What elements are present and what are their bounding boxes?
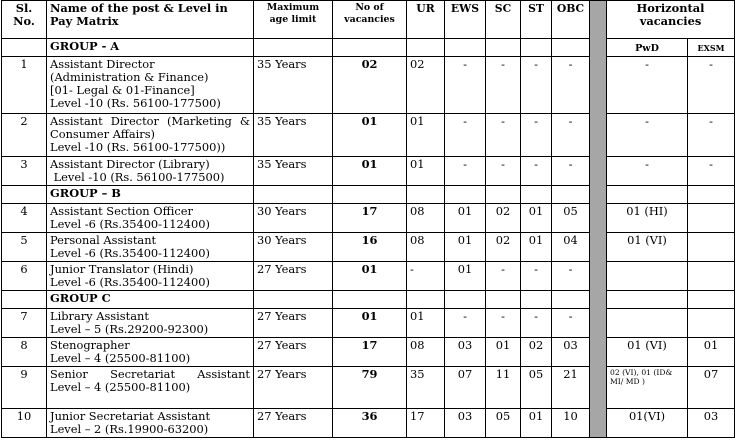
header-sl-no: Sl. No. [2, 1, 47, 39]
pwd-cell: - [607, 114, 688, 157]
header-horizontal: Horizontal vacancies [607, 1, 735, 39]
pwd-cell: - [607, 157, 688, 186]
post-cell [47, 57, 254, 114]
header-pwd: PwD [607, 39, 688, 57]
ur-cell: 08 [407, 233, 445, 262]
post-line: Assistant Director [50, 57, 155, 71]
post-cell [47, 204, 254, 233]
st-cell: - [521, 57, 552, 114]
empty-cell [521, 186, 552, 204]
vacancy-count-cell: 36 [333, 409, 407, 438]
empty-cell [486, 186, 521, 204]
group-row [2, 291, 735, 309]
st-cell: 01 [521, 409, 552, 438]
ews-cell: - [445, 57, 486, 114]
header-vacancies: No of vacancies [333, 1, 407, 39]
sl-no-cell: 8 [2, 338, 47, 367]
ur-cell: 08 [407, 204, 445, 233]
empty-cell [607, 291, 688, 309]
table-row [2, 409, 735, 438]
post-cell [47, 409, 254, 438]
exsm-cell: 07 [688, 367, 735, 409]
vacancy-count-cell: 17 [333, 338, 407, 367]
empty-cell [445, 39, 486, 57]
vacancy-count-cell: 17 [333, 204, 407, 233]
obc-cell: 05 [552, 204, 590, 233]
sl-no-cell: 2 [2, 114, 47, 157]
sl-no-cell: 9 [2, 367, 47, 409]
post-line: Stenographer [50, 338, 130, 352]
table-row [2, 367, 735, 409]
post-cell [47, 157, 254, 186]
exsm-cell [688, 204, 735, 233]
age-cell: 27 Years [254, 409, 333, 438]
header-row [2, 1, 735, 39]
ews-cell: - [445, 114, 486, 157]
empty-cell [607, 186, 688, 204]
vacancy-count-cell: 79 [333, 367, 407, 409]
pwd-cell [607, 262, 688, 291]
empty-cell [552, 186, 590, 204]
sc-cell: 01 [486, 338, 521, 367]
post-cell [47, 233, 254, 262]
exsm-cell [688, 262, 735, 291]
sc-cell: - [486, 157, 521, 186]
st-cell: - [521, 309, 552, 338]
obc-cell: 03 [552, 338, 590, 367]
group-a-sl-cell [2, 39, 47, 57]
empty-cell [552, 39, 590, 57]
exsm-cell [688, 233, 735, 262]
age-cell: 30 Years [254, 233, 333, 262]
ur-cell: 17 [407, 409, 445, 438]
empty-cell [407, 291, 445, 309]
sc-cell: 02 [486, 204, 521, 233]
ur-cell: 01 [407, 157, 445, 186]
post-cell [47, 338, 254, 367]
empty-cell [254, 291, 333, 309]
sl-no-cell: 7 [2, 309, 47, 338]
age-cell: 27 Years [254, 309, 333, 338]
exsm-cell [688, 309, 735, 338]
post-line: Level – 4 (25500-81100) [50, 351, 191, 365]
ews-cell: 01 [445, 204, 486, 233]
header-exsm: EXSM [688, 39, 735, 57]
post-line: Level – 2 (Rs.19900-63200) [50, 422, 209, 436]
post-line: Level -6 (Rs.35400-112400) [50, 217, 210, 231]
ur-cell: 35 [407, 367, 445, 409]
ur-cell: 02 [407, 57, 445, 114]
group-a-label: GROUP - A [47, 39, 254, 57]
st-cell: - [521, 262, 552, 291]
empty-cell [333, 186, 407, 204]
header-post: Name of the post & Level in Pay Matrix [47, 1, 254, 39]
sc-cell: - [486, 114, 521, 157]
post-line: Junior Secretariat Assistant [50, 409, 211, 423]
age-cell: 27 Years [254, 338, 333, 367]
pwd-cell: 01 (VI) [607, 338, 688, 367]
post-cell [47, 309, 254, 338]
post-line: Level – 4 (25500-81100) [50, 380, 191, 394]
exsm-cell: 03 [688, 409, 735, 438]
pwd-cell: 01 (HI) [607, 204, 688, 233]
table-row [2, 309, 735, 338]
post-line: Personal Assistant [50, 233, 157, 247]
pwd-cell: - [607, 57, 688, 114]
empty-cell [552, 291, 590, 309]
empty-cell [521, 39, 552, 57]
vacancy-count-cell: 02 [333, 57, 407, 114]
age-cell: 35 Years [254, 57, 333, 114]
sc-cell: - [486, 57, 521, 114]
table-row [2, 114, 735, 157]
empty-cell [2, 186, 47, 204]
empty-cell [445, 186, 486, 204]
sc-cell: 02 [486, 233, 521, 262]
table-row [2, 338, 735, 367]
exsm-cell: 01 [688, 338, 735, 367]
obc-cell: - [552, 57, 590, 114]
st-cell: 01 [521, 204, 552, 233]
empty-cell [688, 186, 735, 204]
table-row [2, 233, 735, 262]
ews-cell: 01 [445, 262, 486, 291]
exsm-cell: - [688, 57, 735, 114]
vacancy-count-cell: 01 [333, 262, 407, 291]
sc-cell: 05 [486, 409, 521, 438]
header-st: ST [521, 1, 552, 39]
shaded-divider [590, 1, 607, 438]
header-ews: EWS [445, 1, 486, 39]
empty-cell [688, 291, 735, 309]
st-cell: 02 [521, 338, 552, 367]
header-ur: UR [407, 1, 445, 39]
post-line: Assistant Director (Library) [50, 157, 210, 171]
group-c-label: GROUP C [47, 291, 254, 309]
post-line: (Administration & Finance) [50, 70, 209, 84]
empty-cell [254, 39, 333, 57]
group-b-label: GROUP – B [47, 186, 254, 204]
obc-cell: - [552, 157, 590, 186]
ur-cell: - [407, 262, 445, 291]
ews-cell: 03 [445, 338, 486, 367]
obc-cell: - [552, 262, 590, 291]
post-line: Senior Secretariat Assistant [50, 367, 250, 381]
post-line: Assistant Section Officer [50, 204, 193, 218]
obc-cell: 10 [552, 409, 590, 438]
ews-cell: 03 [445, 409, 486, 438]
sl-no-cell: 3 [2, 157, 47, 186]
pwd-cell [607, 309, 688, 338]
ews-cell: - [445, 157, 486, 186]
post-line: Level -6 (Rs.35400-112400) [50, 246, 210, 260]
sl-no-cell: 4 [2, 204, 47, 233]
post-line: Junior Translator (Hindi) [50, 262, 194, 276]
ur-cell: 01 [407, 309, 445, 338]
obc-cell: - [552, 309, 590, 338]
post-line: Level – 5 (Rs.29200-92300) [50, 322, 209, 336]
exsm-cell: - [688, 157, 735, 186]
empty-cell [486, 291, 521, 309]
post-line: Level -10 (Rs. 56100-177500) [50, 170, 225, 184]
sl-no-cell: 1 [2, 57, 47, 114]
empty-cell [486, 39, 521, 57]
obc-cell: 21 [552, 367, 590, 409]
post-line: Library Assistant [50, 309, 149, 323]
group-row [2, 39, 735, 57]
empty-cell [521, 291, 552, 309]
table-row [2, 57, 735, 114]
header-obc: OBC [552, 1, 590, 39]
empty-cell [407, 39, 445, 57]
st-cell: - [521, 157, 552, 186]
vacancy-count-cell: 16 [333, 233, 407, 262]
st-cell: - [521, 114, 552, 157]
post-line: Level -6 (Rs.35400-112400) [50, 275, 210, 289]
empty-cell [254, 186, 333, 204]
post-cell [47, 114, 254, 157]
table-row [2, 157, 735, 186]
empty-cell [333, 39, 407, 57]
ews-cell: 01 [445, 233, 486, 262]
ews-cell: 07 [445, 367, 486, 409]
vacancy-count-cell: 01 [333, 309, 407, 338]
post-line: Assistant Director (Marketing & Consumer Affairs) [50, 114, 250, 141]
group-row [2, 186, 735, 204]
ur-cell: 01 [407, 114, 445, 157]
empty-cell [333, 291, 407, 309]
sl-no-cell: 6 [2, 262, 47, 291]
post-line: [01- Legal & 01-Finance] [50, 83, 195, 97]
exsm-cell: - [688, 114, 735, 157]
pwd-cell: 01(VI) [607, 409, 688, 438]
table-row [2, 262, 735, 291]
post-line: Level -10 (Rs. 56100-177500)) [50, 140, 226, 154]
sc-cell: - [486, 309, 521, 338]
age-cell: 35 Years [254, 157, 333, 186]
empty-cell [445, 291, 486, 309]
sc-cell: - [486, 262, 521, 291]
ews-cell: - [445, 309, 486, 338]
obc-cell: - [552, 114, 590, 157]
sl-no-cell: 5 [2, 233, 47, 262]
st-cell: 05 [521, 367, 552, 409]
obc-cell: 04 [552, 233, 590, 262]
age-cell: 35 Years [254, 114, 333, 157]
vacancy-table [1, 0, 735, 438]
vacancy-count-cell: 01 [333, 157, 407, 186]
empty-cell [407, 186, 445, 204]
st-cell: 01 [521, 233, 552, 262]
header-sc: SC [486, 1, 521, 39]
age-cell: 27 Years [254, 262, 333, 291]
age-cell: 30 Years [254, 204, 333, 233]
post-cell [47, 367, 254, 409]
ur-cell: 08 [407, 338, 445, 367]
pwd-cell: 01 (VI) [607, 233, 688, 262]
post-line: Level -10 (Rs. 56100-177500) [50, 96, 221, 110]
vacancy-count-cell: 01 [333, 114, 407, 157]
post-cell [47, 262, 254, 291]
table-row [2, 204, 735, 233]
age-cell: 27 Years [254, 367, 333, 409]
empty-cell [2, 291, 47, 309]
pwd-cell: 02 (VI), 01 (ID& MI/ MD ) [607, 367, 688, 409]
sc-cell: 11 [486, 367, 521, 409]
sl-no-cell: 10 [2, 409, 47, 438]
header-max-age: Maximum age limit [254, 1, 333, 39]
